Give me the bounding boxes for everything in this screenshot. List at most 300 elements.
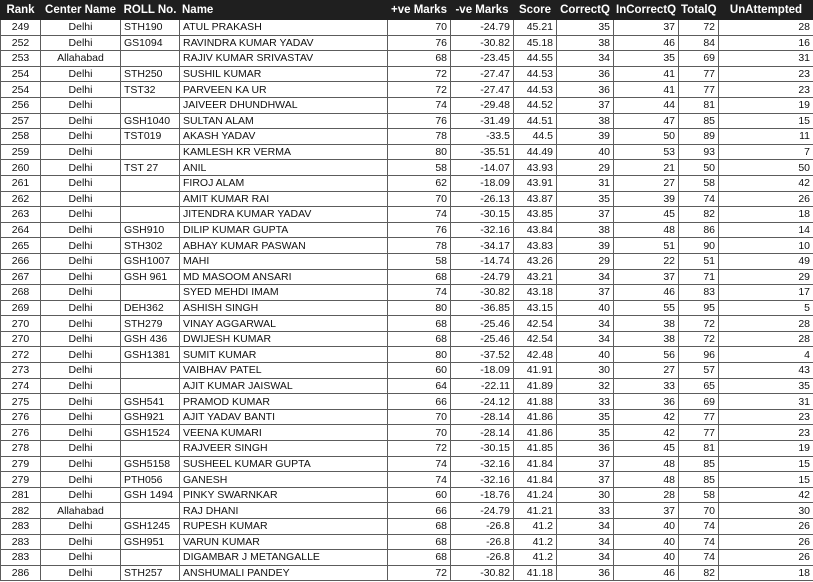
col-header-incorrectq: InCorrectQ: [614, 1, 679, 20]
rank-cell: 276: [1, 425, 41, 441]
incorrectq-cell: 45: [614, 441, 679, 457]
rank-cell: 254: [1, 82, 41, 98]
score-cell: 41.2: [514, 550, 557, 566]
unattempted-cell: 16: [719, 35, 813, 51]
positive-marks-cell: 74: [388, 207, 451, 223]
score-cell: 44.5: [514, 129, 557, 145]
col-header-roll-no: ROLL No.: [121, 1, 180, 20]
center-name-cell: Delhi: [41, 378, 121, 394]
unattempted-cell: 42: [719, 175, 813, 191]
score-cell: 41.86: [514, 425, 557, 441]
positive-marks-cell: 80: [388, 300, 451, 316]
unattempted-cell: 18: [719, 207, 813, 223]
score-cell: 41.2: [514, 534, 557, 550]
totalq-cell: 50: [679, 160, 719, 176]
rank-cell: 267: [1, 269, 41, 285]
center-name-cell: Delhi: [41, 565, 121, 581]
correctq-cell: 38: [557, 113, 614, 129]
score-cell: 43.18: [514, 285, 557, 301]
totalq-cell: 77: [679, 66, 719, 82]
center-name-cell: Delhi: [41, 331, 121, 347]
roll-no-cell: TST32: [121, 82, 180, 98]
roll-no-cell: [121, 363, 180, 379]
center-name-cell: Delhi: [41, 253, 121, 269]
correctq-cell: 29: [557, 160, 614, 176]
name-cell: VINAY AGGARWAL: [180, 316, 388, 332]
rank-cell: 279: [1, 456, 41, 472]
center-name-cell: Delhi: [41, 269, 121, 285]
table-row: [1, 331, 813, 347]
unattempted-cell: 30: [719, 503, 813, 519]
table-row: [1, 300, 813, 316]
totalq-cell: 74: [679, 191, 719, 207]
totalq-cell: 85: [679, 113, 719, 129]
incorrectq-cell: 37: [614, 20, 679, 36]
center-name-cell: Delhi: [41, 113, 121, 129]
score-cell: 41.88: [514, 394, 557, 410]
score-cell: 42.54: [514, 316, 557, 332]
roll-no-cell: GSH951: [121, 534, 180, 550]
name-cell: MD MASOOM ANSARI: [180, 269, 388, 285]
rank-cell: 283: [1, 534, 41, 550]
center-name-cell: Delhi: [41, 519, 121, 535]
roll-no-cell: GSH921: [121, 409, 180, 425]
correctq-cell: 36: [557, 66, 614, 82]
unattempted-cell: 23: [719, 409, 813, 425]
name-cell: SUSHEEL KUMAR GUPTA: [180, 456, 388, 472]
rank-cell: 254: [1, 66, 41, 82]
roll-no-cell: STH279: [121, 316, 180, 332]
center-name-cell: Delhi: [41, 534, 121, 550]
correctq-cell: 37: [557, 97, 614, 113]
rank-cell: 274: [1, 378, 41, 394]
roll-no-cell: [121, 175, 180, 191]
col-header-totalq: TotalQ: [679, 1, 719, 20]
correctq-cell: 34: [557, 269, 614, 285]
center-name-cell: Allahabad: [41, 51, 121, 67]
score-cell: 43.26: [514, 253, 557, 269]
totalq-cell: 74: [679, 519, 719, 535]
negative-marks-cell: -27.47: [451, 66, 514, 82]
score-cell: 43.84: [514, 222, 557, 238]
unattempted-cell: 26: [719, 191, 813, 207]
col-header-negative-marks: -ve Marks: [451, 1, 514, 20]
negative-marks-cell: -26.8: [451, 534, 514, 550]
totalq-cell: 89: [679, 129, 719, 145]
unattempted-cell: 5: [719, 300, 813, 316]
rank-cell: 270: [1, 316, 41, 332]
incorrectq-cell: 42: [614, 409, 679, 425]
name-cell: PRAMOD KUMAR: [180, 394, 388, 410]
rank-cell: 276: [1, 409, 41, 425]
positive-marks-cell: 80: [388, 144, 451, 160]
negative-marks-cell: -22.11: [451, 378, 514, 394]
rank-cell: 281: [1, 487, 41, 503]
table-row: [1, 35, 813, 51]
positive-marks-cell: 62: [388, 175, 451, 191]
table-body: [1, 20, 813, 581]
incorrectq-cell: 46: [614, 285, 679, 301]
center-name-cell: Delhi: [41, 363, 121, 379]
positive-marks-cell: 76: [388, 35, 451, 51]
unattempted-cell: 15: [719, 472, 813, 488]
negative-marks-cell: -32.16: [451, 456, 514, 472]
negative-marks-cell: -30.82: [451, 285, 514, 301]
unattempted-cell: 14: [719, 222, 813, 238]
rank-cell: 282: [1, 503, 41, 519]
rank-cell: 286: [1, 565, 41, 581]
correctq-cell: 39: [557, 129, 614, 145]
score-cell: 42.48: [514, 347, 557, 363]
score-cell: 41.84: [514, 456, 557, 472]
positive-marks-cell: 72: [388, 66, 451, 82]
positive-marks-cell: 58: [388, 160, 451, 176]
center-name-cell: Delhi: [41, 347, 121, 363]
table-row: [1, 175, 813, 191]
rank-cell: 270: [1, 331, 41, 347]
score-cell: 43.87: [514, 191, 557, 207]
negative-marks-cell: -30.82: [451, 565, 514, 581]
negative-marks-cell: -25.46: [451, 331, 514, 347]
unattempted-cell: 43: [719, 363, 813, 379]
table-row: [1, 207, 813, 223]
positive-marks-cell: 60: [388, 487, 451, 503]
incorrectq-cell: 51: [614, 238, 679, 254]
center-name-cell: Delhi: [41, 285, 121, 301]
totalq-cell: 82: [679, 207, 719, 223]
roll-no-cell: [121, 550, 180, 566]
name-cell: ATUL PRAKASH: [180, 20, 388, 36]
negative-marks-cell: -24.79: [451, 20, 514, 36]
totalq-cell: 51: [679, 253, 719, 269]
score-cell: 41.91: [514, 363, 557, 379]
correctq-cell: 39: [557, 238, 614, 254]
positive-marks-cell: 68: [388, 534, 451, 550]
positive-marks-cell: 58: [388, 253, 451, 269]
unattempted-cell: 23: [719, 82, 813, 98]
name-cell: ANIL: [180, 160, 388, 176]
negative-marks-cell: -30.82: [451, 35, 514, 51]
score-cell: 45.18: [514, 35, 557, 51]
name-cell: JITENDRA KUMAR YADAV: [180, 207, 388, 223]
unattempted-cell: 26: [719, 550, 813, 566]
name-cell: VARUN KUMAR: [180, 534, 388, 550]
positive-marks-cell: 68: [388, 519, 451, 535]
col-header-correctq: CorrectQ: [557, 1, 614, 20]
totalq-cell: 70: [679, 503, 719, 519]
correctq-cell: 33: [557, 394, 614, 410]
correctq-cell: 34: [557, 331, 614, 347]
table-row: [1, 347, 813, 363]
negative-marks-cell: -37.52: [451, 347, 514, 363]
name-cell: GANESH: [180, 472, 388, 488]
totalq-cell: 72: [679, 20, 719, 36]
score-cell: 43.85: [514, 207, 557, 223]
col-header-center-name: Center Name: [41, 1, 121, 20]
roll-no-cell: GSH1040: [121, 113, 180, 129]
positive-marks-cell: 76: [388, 113, 451, 129]
correctq-cell: 35: [557, 20, 614, 36]
table-row: [1, 144, 813, 160]
center-name-cell: Delhi: [41, 97, 121, 113]
roll-no-cell: STH257: [121, 565, 180, 581]
score-cell: 41.2: [514, 519, 557, 535]
center-name-cell: Delhi: [41, 487, 121, 503]
negative-marks-cell: -32.16: [451, 472, 514, 488]
table-row: [1, 222, 813, 238]
center-name-cell: Delhi: [41, 425, 121, 441]
name-cell: SYED MEHDI IMAM: [180, 285, 388, 301]
header-row: [1, 1, 813, 20]
center-name-cell: Allahabad: [41, 503, 121, 519]
table-row: [1, 534, 813, 550]
table-row: [1, 550, 813, 566]
name-cell: AMIT KUMAR RAI: [180, 191, 388, 207]
correctq-cell: 40: [557, 300, 614, 316]
negative-marks-cell: -24.79: [451, 269, 514, 285]
positive-marks-cell: 70: [388, 20, 451, 36]
roll-no-cell: [121, 97, 180, 113]
score-cell: 43.93: [514, 160, 557, 176]
center-name-cell: Delhi: [41, 160, 121, 176]
roll-no-cell: PTH056: [121, 472, 180, 488]
name-cell: ABHAY KUMAR PASWAN: [180, 238, 388, 254]
rank-cell: 260: [1, 160, 41, 176]
totalq-cell: 83: [679, 285, 719, 301]
positive-marks-cell: 70: [388, 191, 451, 207]
totalq-cell: 77: [679, 425, 719, 441]
totalq-cell: 81: [679, 97, 719, 113]
positive-marks-cell: 60: [388, 363, 451, 379]
negative-marks-cell: -27.47: [451, 82, 514, 98]
roll-no-cell: GSH5158: [121, 456, 180, 472]
correctq-cell: 40: [557, 144, 614, 160]
totalq-cell: 93: [679, 144, 719, 160]
positive-marks-cell: 72: [388, 82, 451, 98]
score-cell: 41.24: [514, 487, 557, 503]
roll-no-cell: STH302: [121, 238, 180, 254]
table-row: [1, 51, 813, 67]
totalq-cell: 74: [679, 534, 719, 550]
incorrectq-cell: 41: [614, 66, 679, 82]
totalq-cell: 77: [679, 82, 719, 98]
positive-marks-cell: 66: [388, 503, 451, 519]
name-cell: VEENA KUMARI: [180, 425, 388, 441]
name-cell: RAVINDRA KUMAR YADAV: [180, 35, 388, 51]
table-row: [1, 129, 813, 145]
rank-cell: 269: [1, 300, 41, 316]
score-cell: 42.54: [514, 331, 557, 347]
rank-cell: 266: [1, 253, 41, 269]
roll-no-cell: DEH362: [121, 300, 180, 316]
incorrectq-cell: 27: [614, 175, 679, 191]
negative-marks-cell: -23.45: [451, 51, 514, 67]
incorrectq-cell: 48: [614, 472, 679, 488]
center-name-cell: Delhi: [41, 175, 121, 191]
incorrectq-cell: 22: [614, 253, 679, 269]
totalq-cell: 85: [679, 456, 719, 472]
score-cell: 43.15: [514, 300, 557, 316]
roll-no-cell: GSH1524: [121, 425, 180, 441]
roll-no-cell: GSH1007: [121, 253, 180, 269]
unattempted-cell: 35: [719, 378, 813, 394]
totalq-cell: 90: [679, 238, 719, 254]
incorrectq-cell: 38: [614, 331, 679, 347]
rank-cell: 263: [1, 207, 41, 223]
score-cell: 41.89: [514, 378, 557, 394]
roll-no-cell: GSH541: [121, 394, 180, 410]
table-row: [1, 66, 813, 82]
center-name-cell: Delhi: [41, 456, 121, 472]
correctq-cell: 38: [557, 222, 614, 238]
col-header-score: Score: [514, 1, 557, 20]
rank-cell: 257: [1, 113, 41, 129]
roll-no-cell: [121, 144, 180, 160]
correctq-cell: 35: [557, 425, 614, 441]
totalq-cell: 95: [679, 300, 719, 316]
positive-marks-cell: 76: [388, 222, 451, 238]
incorrectq-cell: 56: [614, 347, 679, 363]
positive-marks-cell: 70: [388, 425, 451, 441]
correctq-cell: 40: [557, 347, 614, 363]
table-row: [1, 456, 813, 472]
correctq-cell: 36: [557, 441, 614, 457]
name-cell: ASHISH SINGH: [180, 300, 388, 316]
score-cell: 41.85: [514, 441, 557, 457]
score-cell: 44.49: [514, 144, 557, 160]
positive-marks-cell: 78: [388, 129, 451, 145]
totalq-cell: 84: [679, 35, 719, 51]
totalq-cell: 77: [679, 409, 719, 425]
rank-cell: 273: [1, 363, 41, 379]
totalq-cell: 81: [679, 441, 719, 457]
score-cell: 44.53: [514, 66, 557, 82]
table-row: [1, 441, 813, 457]
roll-no-cell: TST 27: [121, 160, 180, 176]
center-name-cell: Delhi: [41, 441, 121, 457]
table-row: [1, 113, 813, 129]
unattempted-cell: 4: [719, 347, 813, 363]
unattempted-cell: 29: [719, 269, 813, 285]
incorrectq-cell: 33: [614, 378, 679, 394]
table-row: [1, 82, 813, 98]
table-row: [1, 487, 813, 503]
positive-marks-cell: 74: [388, 456, 451, 472]
rank-cell: 264: [1, 222, 41, 238]
name-cell: AJIT KUMAR JAISWAL: [180, 378, 388, 394]
unattempted-cell: 11: [719, 129, 813, 145]
correctq-cell: 34: [557, 51, 614, 67]
roll-no-cell: GSH910: [121, 222, 180, 238]
name-cell: ANSHUMALI PANDEY: [180, 565, 388, 581]
negative-marks-cell: -31.49: [451, 113, 514, 129]
rank-cell: 253: [1, 51, 41, 67]
center-name-cell: Delhi: [41, 129, 121, 145]
negative-marks-cell: -36.85: [451, 300, 514, 316]
totalq-cell: 74: [679, 550, 719, 566]
correctq-cell: 30: [557, 487, 614, 503]
positive-marks-cell: 68: [388, 316, 451, 332]
center-name-cell: Delhi: [41, 409, 121, 425]
table-row: [1, 565, 813, 581]
table-row: [1, 269, 813, 285]
incorrectq-cell: 40: [614, 550, 679, 566]
rank-cell: 265: [1, 238, 41, 254]
incorrectq-cell: 37: [614, 269, 679, 285]
unattempted-cell: 15: [719, 113, 813, 129]
roll-no-cell: GSH 961: [121, 269, 180, 285]
negative-marks-cell: -25.46: [451, 316, 514, 332]
negative-marks-cell: -14.74: [451, 253, 514, 269]
name-cell: PARVEEN KA UR: [180, 82, 388, 98]
col-header-name: Name: [180, 1, 388, 20]
center-name-cell: Delhi: [41, 300, 121, 316]
roll-no-cell: [121, 378, 180, 394]
negative-marks-cell: -18.09: [451, 175, 514, 191]
name-cell: JAIVEER DHUNDHWAL: [180, 97, 388, 113]
score-cell: 43.91: [514, 175, 557, 191]
rank-cell: 258: [1, 129, 41, 145]
roll-no-cell: [121, 207, 180, 223]
unattempted-cell: 28: [719, 316, 813, 332]
center-name-cell: Delhi: [41, 35, 121, 51]
table-row: [1, 425, 813, 441]
positive-marks-cell: 64: [388, 378, 451, 394]
rank-cell: 279: [1, 472, 41, 488]
incorrectq-cell: 28: [614, 487, 679, 503]
rank-cell: 252: [1, 35, 41, 51]
table-row: [1, 316, 813, 332]
unattempted-cell: 23: [719, 66, 813, 82]
center-name-cell: Delhi: [41, 207, 121, 223]
roll-no-cell: TST019: [121, 129, 180, 145]
name-cell: KAMLESH KR VERMA: [180, 144, 388, 160]
score-cell: 44.52: [514, 97, 557, 113]
table-row: [1, 394, 813, 410]
score-cell: 44.55: [514, 51, 557, 67]
roll-no-cell: [121, 191, 180, 207]
center-name-cell: Delhi: [41, 191, 121, 207]
incorrectq-cell: 21: [614, 160, 679, 176]
correctq-cell: 37: [557, 472, 614, 488]
center-name-cell: Delhi: [41, 472, 121, 488]
correctq-cell: 37: [557, 207, 614, 223]
correctq-cell: 29: [557, 253, 614, 269]
col-header-positive-marks: +ve Marks: [388, 1, 451, 20]
score-cell: 41.21: [514, 503, 557, 519]
rank-cell: 283: [1, 519, 41, 535]
roll-no-cell: GS1094: [121, 35, 180, 51]
roll-no-cell: [121, 285, 180, 301]
table-row: [1, 363, 813, 379]
negative-marks-cell: -26.13: [451, 191, 514, 207]
negative-marks-cell: -26.8: [451, 519, 514, 535]
name-cell: SUMIT KUMAR: [180, 347, 388, 363]
totalq-cell: 69: [679, 51, 719, 67]
totalq-cell: 86: [679, 222, 719, 238]
positive-marks-cell: 68: [388, 269, 451, 285]
incorrectq-cell: 35: [614, 51, 679, 67]
table-row: [1, 253, 813, 269]
rank-cell: 261: [1, 175, 41, 191]
center-name-cell: Delhi: [41, 66, 121, 82]
totalq-cell: 69: [679, 394, 719, 410]
unattempted-cell: 15: [719, 456, 813, 472]
negative-marks-cell: -24.79: [451, 503, 514, 519]
correctq-cell: 36: [557, 82, 614, 98]
incorrectq-cell: 48: [614, 456, 679, 472]
table-row: [1, 409, 813, 425]
